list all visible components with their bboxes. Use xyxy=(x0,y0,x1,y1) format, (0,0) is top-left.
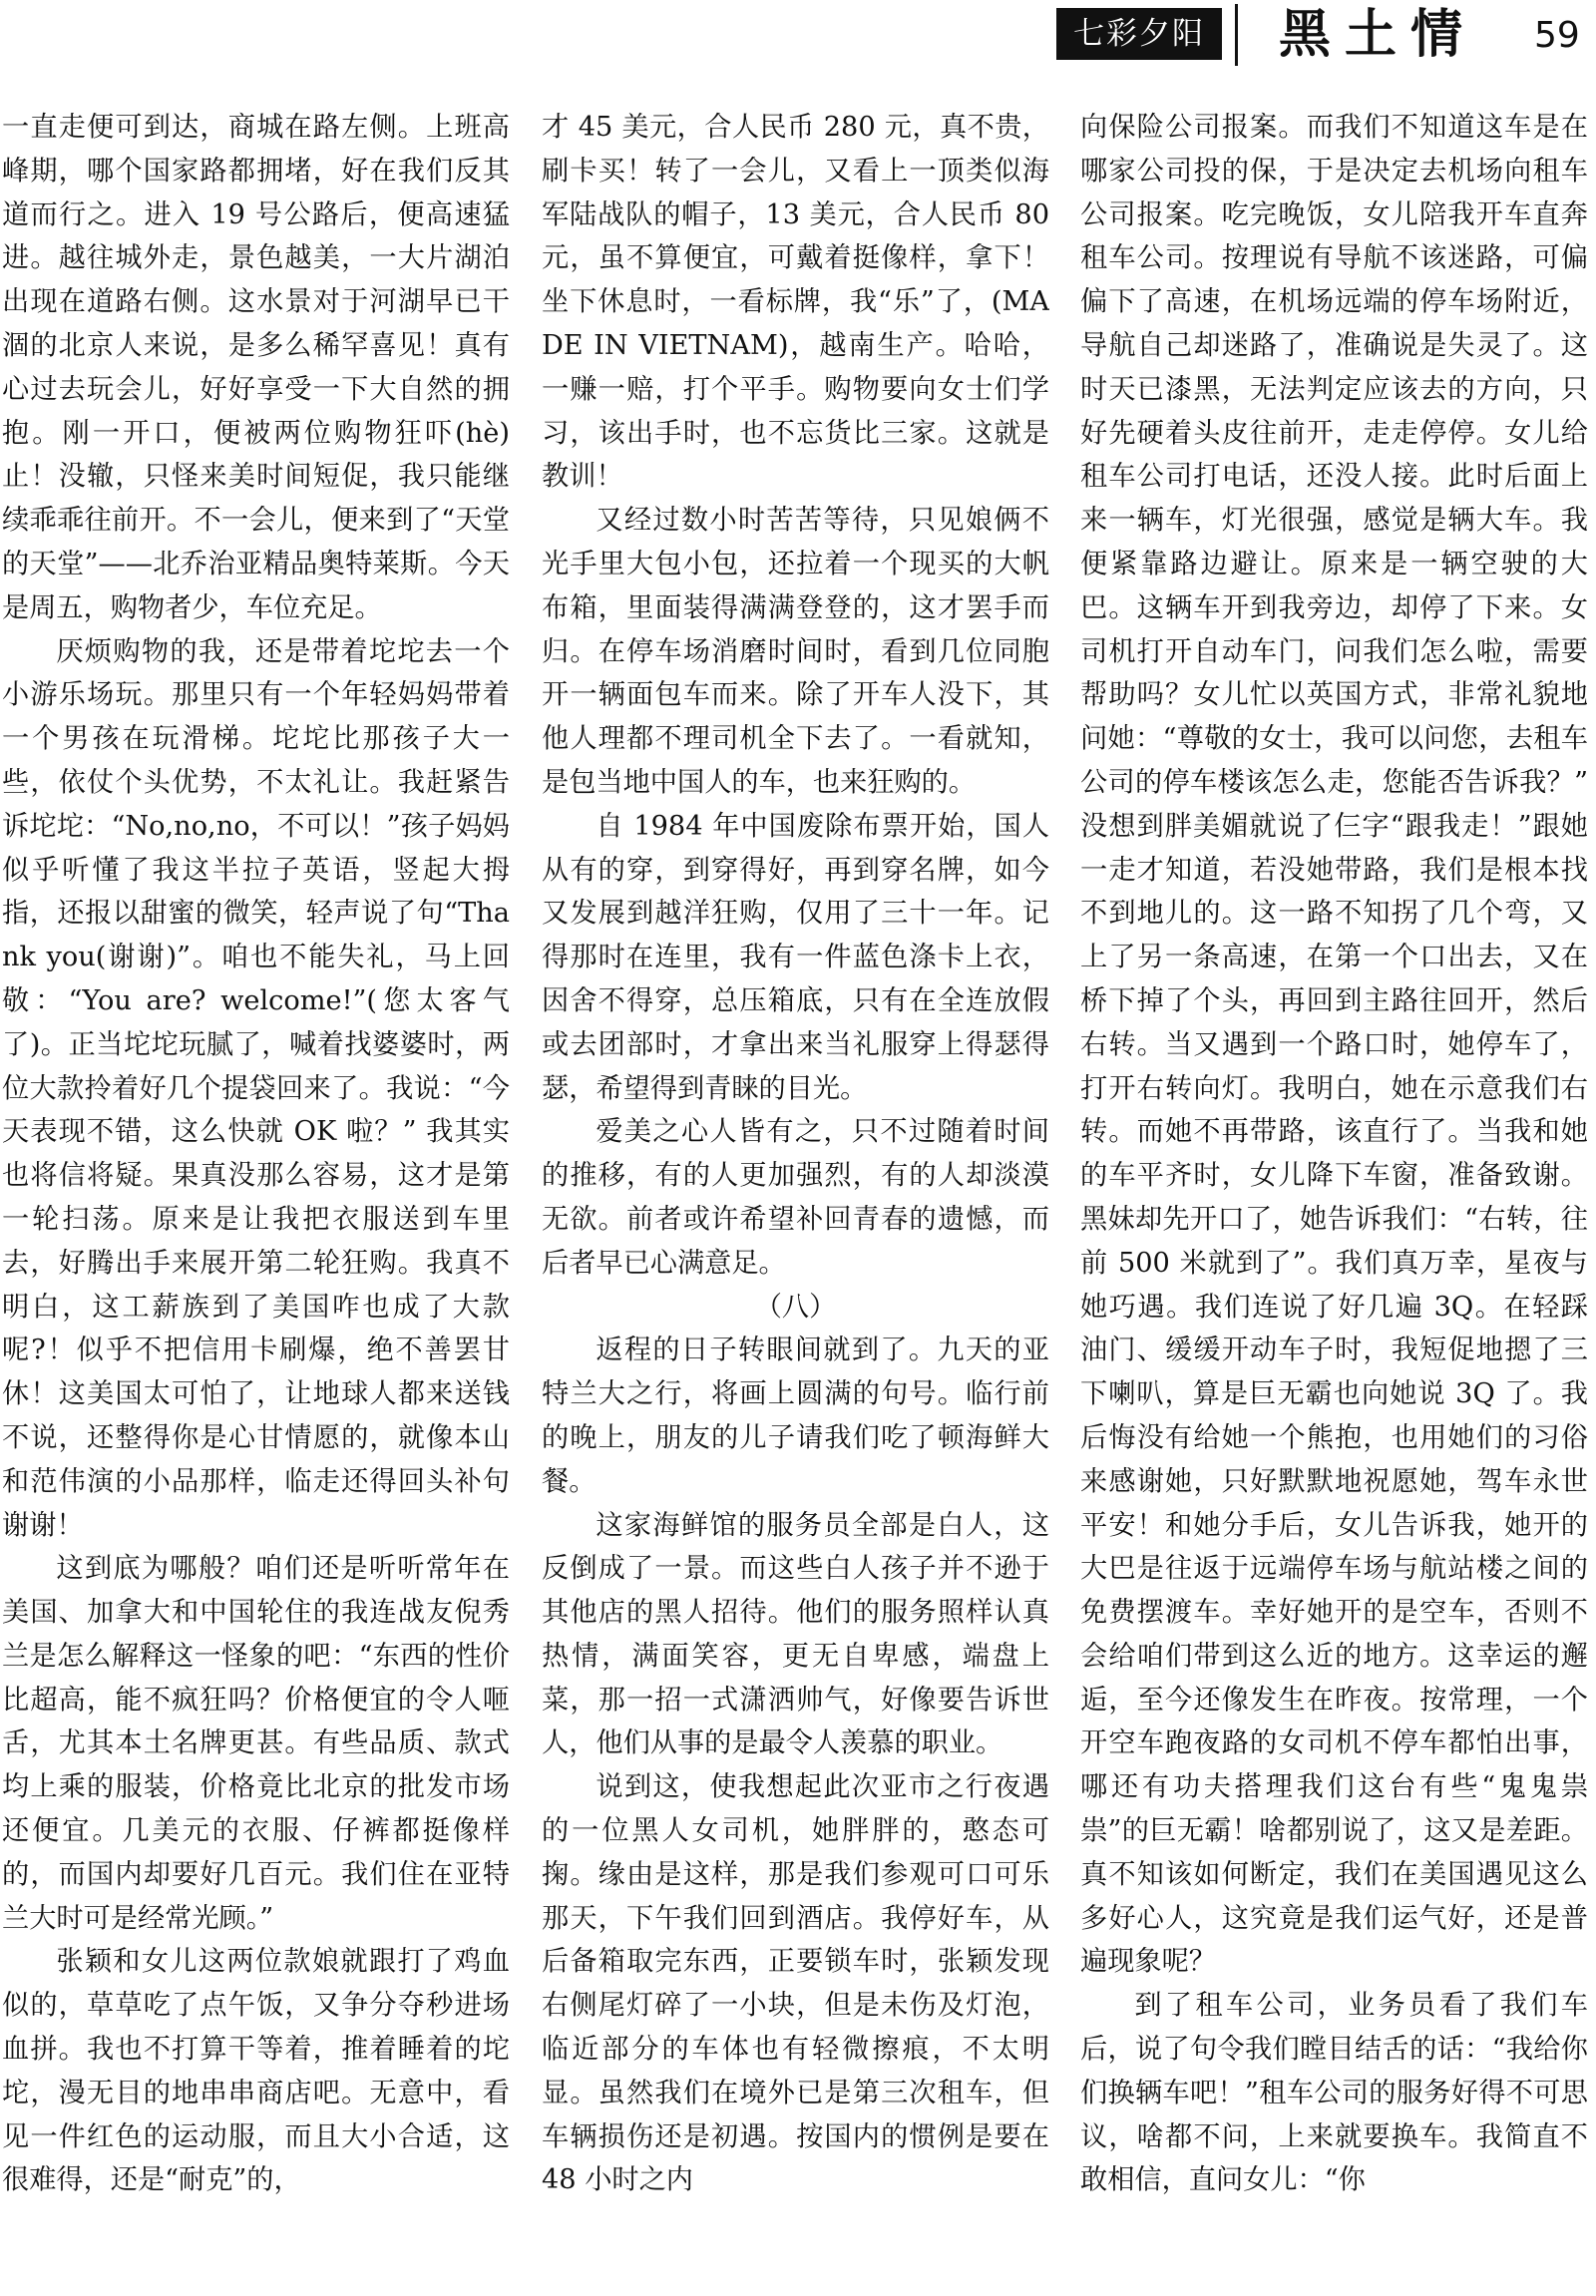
article-paragraph: 一直走便可到达，商城在路左侧。上班高峰期，哪个国家路都拥堵，好在我们反其道而行之。进入 19 号公路后，便高速猛进。越往城外走，景色越美，一大片湖泊出现在道路右侧。这水景对于河湖早已干涸的北京人来说，是多么稀罕喜见！真有心过去玩会儿，好好享受一下大自然的拥抱。刚一开口，便被两位购物狂吓(hè)止！没辙，只怪来美时间短促，我只能继续乖乖往前开。不一会儿，便来到了“天堂的天堂”——北乔治亚精品奥特莱斯。今天是周五，购物者少，车位充足。 xyxy=(2,112,510,623)
article-paragraph: 到了租车公司，业务员看了我们车后，说了句令我们瞠目结舌的话：“我给你们换辆车吧！”租车公司的服务好得不可思议，啥都不问，上来就要换车。我简直不敢相信，直问女儿：“你 xyxy=(1080,1990,1588,2196)
article-paragraph: 说到这，使我想起此次亚市之行夜遇的一位黑人女司机，她胖胖的，憨态可掬。缘由是这样，那是我们参观可口可乐那天，下午我们回到酒店。我停好车，从后备箱取完东西，正要锁车时，张颖发现右侧尾灯碎了一小块，但是未伤及灯泡，临近部分的车体也有轻微擦痕，不太明显。虽然我们在境外已是第三次租车，但车辆损伤还是初遇。按国内的惯例是要在 48 小时之内 xyxy=(542,1771,1049,2196)
article-paragraph: 这家海鲜馆的服务员全部是白人，这反倒成了一景。而这些白人孩子并不逊于其他店的黑人招待。他们的服务照样认真热情，满面笑容，更无自卑感，端盘上菜，那一招一式潇洒帅气，好像要告诉世人，他们从事的是最令人羡慕的职业。 xyxy=(542,1509,1049,1759)
article-paragraph: 又经过数小时苦苦等待，只见娘俩不光手里大包小包，还拉着一个现买的大帆布箱，里面装得满满登登的，这才罢手而归。在停车场消磨时间时，看到几位同胞开一辆面包车而来。除了开车人没下，其他人理都不理司机全下去了。一看就知，是包当地中国人的车，也来狂购的。 xyxy=(542,505,1049,798)
article-paragraph: 张颖和女儿这两位款娘就跟打了鸡血似的，草草吃了点午饭，又争分夺秒进场血拼。我也不打算干等着，推着睡着的坨坨，漫无目的地串串商店吧。无意中，看见一件红色的运动服，而且大小合适，这很难得，还是“耐克”的， xyxy=(2,1946,510,2196)
article-paragraph: 自 1984 年中国废除布票开始，国人从有的穿，到穿得好，再到穿名牌，如今又发展到越洋狂购，仅用了三十一年。记得那时在连里，我有一件蓝色涤卡上衣，因舍不得穿，总压箱底，只有在全连放假或去团部时，才拿出来当礼服穿上得瑟得瑟，希望得到青睐的目光。 xyxy=(542,810,1049,1104)
article-paragraph: 厌烦购物的我，还是带着坨坨去一个小游乐场玩。那里只有一个年轻妈妈带着一个男孩在玩滑梯。坨坨比那孩子大一些，依仗个头优势，不太礼让。我赶紧告诉坨坨：“No,no,no，不可以！”孩子妈妈似乎听懂了我这半拉子英语，竖起大拇指，还报以甜蜜的微笑，轻声说了句“Thank you(谢谢)”。咱也不能失礼，马上回敬：“You are? welcome!”(您太客气了)。正当坨坨玩腻了，喊着找婆婆时，两位大款拎着好几个提袋回来了。我说：“今天表现不错，这么快就 OK 啦？” 我其实也将信将疑。果真没那么容易，这才是第一轮扫荡。原来是让我把衣服送到车里去，好腾出手来展开第二轮狂购。我真不明白，这工薪族到了美国咋也成了大款呢?！似乎不把信用卡刷爆，绝不善罢甘休！这美国太可怕了，让地球人都来送钱不说，还整得你是心甘情愿的，就像本山和范伟演的小品那样，临走还得回头补句谢谢！ xyxy=(2,635,510,1541)
article-paragraph: 爱美之心人皆有之，只不过随着时间的推移，有的人更加强烈，有的人却淡漠无欲。前者或许希望补回青春的遗憾，而后者早已心满意足。 xyxy=(542,1116,1049,1279)
header-divider xyxy=(1235,4,1238,66)
page-header xyxy=(0,0,1596,78)
text-column-1 xyxy=(2,106,510,2290)
text-column-2 xyxy=(542,106,1049,2290)
article-paragraph: 才 45 美元，合人民币 280 元，真不贵，刷卡买！转了一会儿，又看上一顶类似海军陆战队的帽子，13 美元，合人民币 80 元，虽不算便宜，可戴着挺像样，拿下！坐下休息时，一看标牌，我“乐”了，(MADE IN VIETNAM)，越南生产。哈哈，一赚一赔，打个平手。购物要向女士们学习，该出手时，也不忘货比三家。这就是教训！ xyxy=(542,112,1049,493)
article-paragraph: 返程的日子转眼间就到了。九天的亚特兰大之行，将画上圆满的句号。临行前的晚上，朋友的儿子请我们吃了顿海鲜大餐。 xyxy=(542,1335,1049,1497)
article-paragraph: 这到底为哪般？咱们还是听听常年在美国、加拿大和中国轮住的我连战友倪秀兰是怎么解释这一怪象的吧：“东西的性价比超高，能不疯狂吗？价格便宜的令人咂舌，尤其本土名牌更甚。有些品质、款式均上乘的服装，价格竟比北京的批发市场还便宜。几美元的衣服、仔裤都挺像样的，而国内却要好几百元。我们住在亚特兰大时可是经常光顾。” xyxy=(2,1553,510,1934)
text-column-3 xyxy=(1080,106,1588,2290)
page-number: 59 xyxy=(1534,15,1580,56)
section-heading: （八） xyxy=(754,1291,837,1323)
magazine-title: 黑土情 xyxy=(1279,4,1477,65)
section-tag: 七彩夕阳 xyxy=(1056,8,1222,60)
article-paragraph: 向保险公司报案。而我们不知道这车是在哪家公司投的保，于是决定去机场向租车公司报案。吃完晚饭，女儿陪我开车直奔租车公司。按理说有导航不该迷路，可偏偏下了高速，在机场远端的停车场附近，导航自己却迷路了，准确说是失灵了。这时天已漆黑，无法判定应该去的方向，只好先硬着头皮往前开，走走停停。女儿给租车公司打电话，还没人接。此时后面上来一辆车，灯光很强，感觉是辆大车。我便紧靠路边避让。原来是一辆空驶的大巴。这辆车开到我旁边，却停了下来。女司机打开自动车门，问我们怎么啦，需要帮助吗？女儿忙以英国方式，非常礼貌地问她：“尊敬的女士，我可以问您，去租车公司的停车楼该怎么走，您能否告诉我？” 没想到胖美媚就说了仨字“跟我走！”跟她一走才知道，若没她带路，我们是根本找不到地儿的。这一路不知拐了几个弯，又上了另一条高速，在第一个口出去，又在桥下掉了个头，再回到主路往回开，然后右转。当又遇到一个路口时，她停车了，打开右转向灯。我明白，她在示意我们右转。而她不再带路，该直行了。当我和她的车平齐时，女儿降下车窗，准备致谢。黑妹却先开口了，她告诉我们：“右转，往前 500 米就到了”。我们真万幸，星夜与她巧遇。我们连说了好几遍 3Q。在轻踩油门、缓缓开动车子时，我短促地摁了三下喇叭，算是巨无霸也向她说 3Q 了。我后悔没有给她一个熊抱，也用她们的习俗来感谢她，只好默默地祝愿她，驾车永世平安！和她分手后，女儿告诉我，她开的大巴是往返于远端停车场与航站楼之间的免费摆渡车。幸好她开的是空车，否则不会给咱们带到这么近的地方。这幸运的邂逅，至今还像发生在昨夜。按常理，一个开空车跑夜路的女司机不停车都怕出事，哪还有功夫搭理我们这台有些“鬼鬼祟祟”的巨无霸！啥都别说了，这又是差距。真不知该如何断定，我们在美国遇见这么多好心人，这究竟是我们运气好，还是普遍现象呢？ xyxy=(1080,112,1588,1978)
